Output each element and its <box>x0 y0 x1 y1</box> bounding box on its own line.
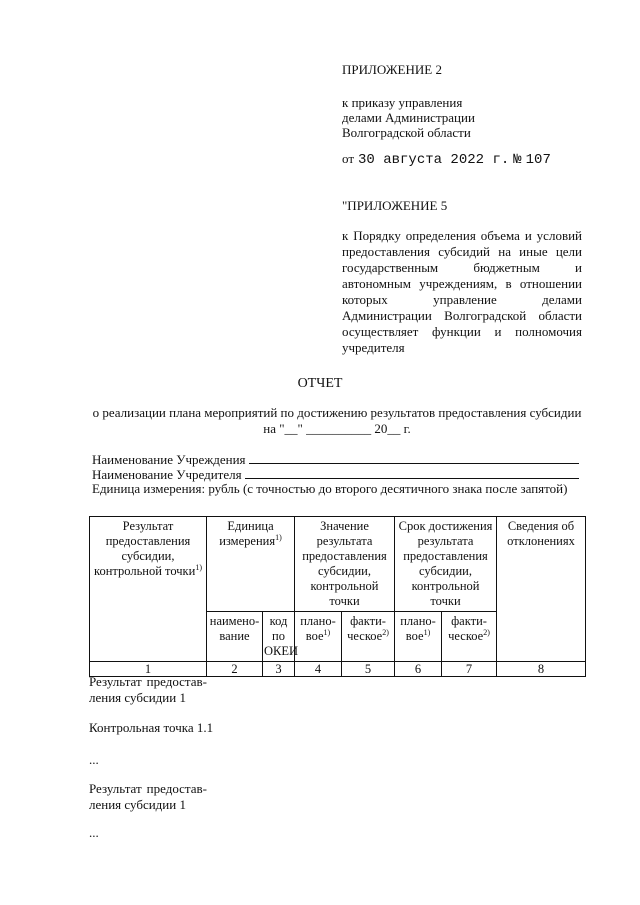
order-line-2: делами Администрации <box>342 110 475 125</box>
date-prefix: от <box>342 151 355 166</box>
row-result-1: Результат предостав-ления субсидии 1 <box>89 674 207 705</box>
order-line-3: Волгоградской области <box>342 125 471 140</box>
order-line-1: к приказу управления <box>342 95 463 110</box>
row-checkpoint-1-1: Контрольная точка 1.1 <box>89 720 214 735</box>
col-number: 5 <box>342 662 395 677</box>
report-date-line: на "__" __________ 20__ г. <box>263 421 411 436</box>
col-number: 7 <box>442 662 497 677</box>
field-unit: Единица измерения: рубль (с точностью до второго десятичного знака после запятой) <box>92 481 568 496</box>
header-deadline-planned: плано-вое$^{1)}$ <box>395 612 442 662</box>
col-number: 2 <box>207 662 263 677</box>
row-result-1b: Результат предостав-ления субсидии 1 <box>89 781 207 812</box>
appendix5-title: "ПРИЛОЖЕНИЕ 5 <box>342 198 448 213</box>
header-deadline-actual: факти-ческое$^{2)}$ <box>442 612 497 662</box>
number-sign: № <box>513 152 522 168</box>
header-unit-name: наимено-вание <box>207 612 263 662</box>
order-date: 30 августа 2022 г. <box>358 152 510 168</box>
appendix5-text: к Порядку определения объема и условий предоставления субсидий на иные цели государственным бюджетным и автономным учреждениям, в отношении которых управление делами Администрации Волгоградской области осуществляет функции и полномочия учредителя <box>342 228 582 355</box>
header-value-actual: факти-ческое$^{2)}$ <box>342 612 395 662</box>
row-ellipsis-1: ... <box>89 752 99 767</box>
col-number: 4 <box>295 662 342 677</box>
report-title: ОТЧЕТ <box>297 376 343 391</box>
report-table <box>89 516 586 677</box>
col-number: 6 <box>395 662 442 677</box>
col-number: 3 <box>263 662 295 677</box>
header-deadline: Срок достижения результата предоставления субсидии, контрольной точки <box>395 517 497 612</box>
field-founder-line[interactable] <box>245 466 579 479</box>
header-value: Значение результата предоставления субсидии, контрольной точки <box>295 517 395 612</box>
header-unit: Единица измерения$^{1)}$ <box>207 517 295 612</box>
col-number: 8 <box>497 662 586 677</box>
col-number: 1 <box>90 662 207 677</box>
field-institution-label: Наименование Учреждения <box>92 452 246 467</box>
header-deviations: Сведения об отклонениях <box>497 517 586 662</box>
appendix-number: ПРИЛОЖЕНИЕ 2 <box>342 62 442 77</box>
header-unit-code: код по ОКЕИ <box>263 612 295 662</box>
field-founder-label: Наименование Учредителя <box>92 467 242 482</box>
order-date-line <box>342 150 551 168</box>
header-value-planned: плано-вое$^{1)}$ <box>295 612 342 662</box>
field-institution-line[interactable] <box>249 451 579 464</box>
row-ellipsis-2: ... <box>89 825 99 840</box>
header-result: Результат предоставления субсидии, контрольной точки$^{1)}$ <box>90 517 207 662</box>
order-number: 107 <box>525 152 551 168</box>
report-subtitle: о реализации плана мероприятий по достижению результатов предоставления субсидии <box>92 405 582 420</box>
